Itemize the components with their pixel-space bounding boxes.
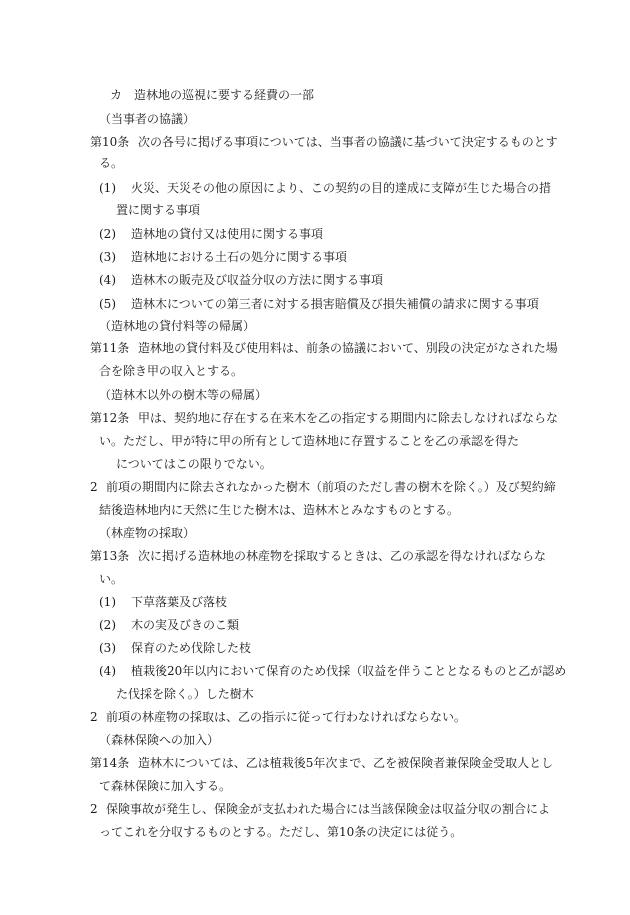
- article-12-cont-1: い。ただし、甲が特に甲の所有として造林地に存置することを乙の承認を得た: [99, 434, 520, 448]
- item-1-cont: 置に関する事項: [116, 203, 201, 217]
- item-ka: カ 造林地の巡視に要する経費の一部: [110, 88, 315, 102]
- article-11: 第11条 造林地の貸付料及び使用料は、前条の協議において、別段の決定がなされた場: [90, 341, 558, 355]
- article-12-cont-2: についてはこの限りでない。: [116, 457, 272, 471]
- item-5: (5) 造林木についての第三者に対する損害賠償及び損失補償の請求に関する事項: [99, 297, 539, 311]
- item-1: (1) 火災、天災その他の原因により、この契約の目的達成に支障が生じた場合の措: [99, 181, 552, 195]
- article-13-item-1: (1) 下草落葉及び落枝: [99, 595, 228, 609]
- article-14-para-2: 2 保険事故が発生し、保険金が支払われた場合には当該保険金は収益分収の割合によ: [90, 802, 551, 816]
- article-10: 第10条 次の各号に掲げる事項については、当事者の協議に基づいて決定するものとす: [90, 135, 558, 149]
- article-13-item-4: (4) 植栽後20年以内において保育のため伐採（収益を伴うこととなるものと乙が認め: [99, 664, 567, 678]
- item-4: (4) 造林木の販売及び収益分収の方法に関する事項: [99, 273, 384, 287]
- heading-article-13: （林産物の採取）: [99, 526, 196, 540]
- article-12-para-2: 2 前項の期間内に除去されなかった樹木（前項のただし書の樹木を除く。）及び契約締: [90, 480, 556, 494]
- heading-article-12: （造林木以外の樹木等の帰属）: [99, 388, 268, 402]
- article-13-item-3: (3) 保育のため伐除した枝: [99, 641, 252, 655]
- article-12-para-2-cont: 結後造林地内に天然に生じた樹木は、造林木とみなすものとする。: [99, 503, 460, 517]
- article-11-cont: 合を除き甲の収入とする。: [99, 364, 244, 378]
- heading-article-10: （当事者の協議）: [99, 112, 196, 126]
- article-14-cont: て森林保険に加入する。: [99, 779, 232, 793]
- article-10-cont: る。: [99, 156, 124, 170]
- heading-article-11: （造林地の貸付料等の帰属）: [99, 319, 256, 333]
- item-2: (2) 造林地の貸付又は使用に関する事項: [99, 227, 324, 241]
- article-13-para-2: 2 前項の林産物の採取は、乙の指示に従って行わなければならない。: [90, 710, 467, 724]
- article-13: 第13条 次に掲げる造林地の林産物を採取するときは、乙の承認を得なければならな: [90, 549, 547, 563]
- article-13-cont: い。: [99, 572, 124, 586]
- article-14: 第14条 造林木については、乙は植栽後5年次まで、乙を被保険者兼保険金受取人とし: [90, 756, 554, 770]
- heading-article-14: （森林保険への加入）: [99, 733, 220, 747]
- article-13-item-4-cont: た伐採を除く。）した樹木: [116, 687, 254, 701]
- article-12: 第12条 甲は、契約地に存在する在来木を乙の指定する期間内に除去しなければならな: [90, 411, 559, 425]
- article-13-item-2: (2) 木の実及びきのこ類: [99, 618, 240, 632]
- article-14-para-2-cont: ってこれを分収するものとする。ただし、第10条の決定には従う。: [99, 825, 463, 839]
- item-3: (3) 造林地における土石の処分に関する事項: [99, 250, 348, 264]
